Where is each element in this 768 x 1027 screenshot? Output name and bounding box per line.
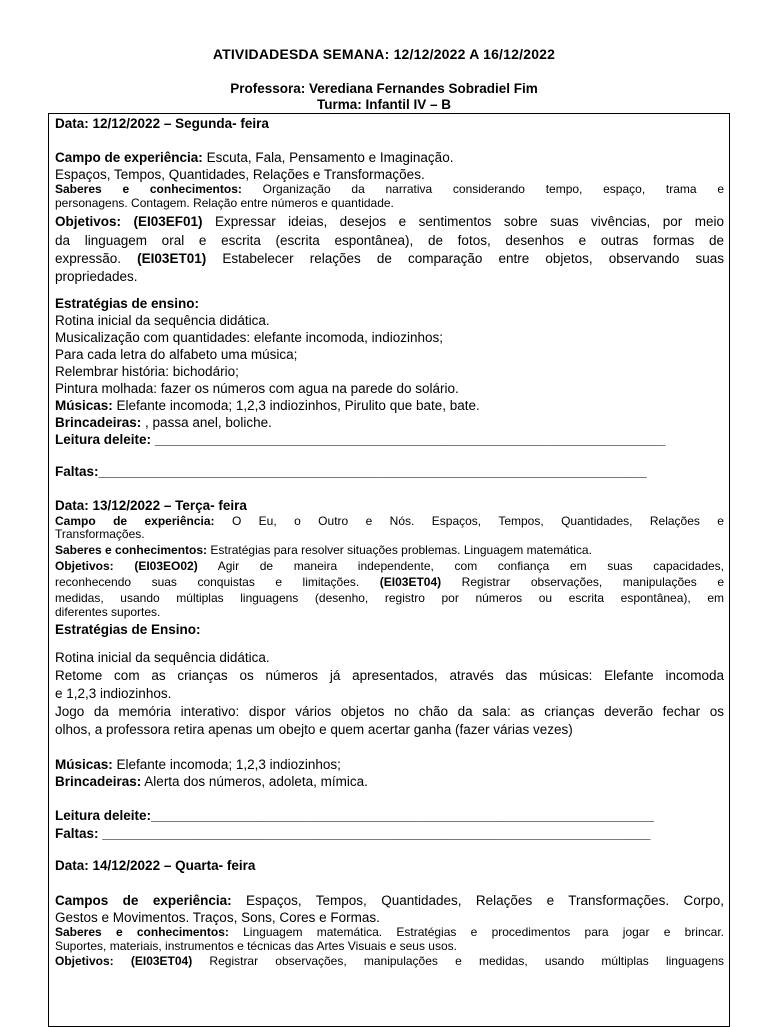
day1-estrategia: Para cada letra do alfabeto uma música; [55,347,298,362]
day2-obj-line2 [55,576,724,590]
day1-obj-line3 [55,250,724,267]
day3-obj [55,955,724,969]
day2-saberes [55,544,724,558]
day2-obj-line2-a: reconhecendo suas conquistas e limitações. [55,575,380,589]
day1-brinc-text: , passa anel, boliche. [141,415,272,430]
day1-campo [55,149,724,166]
day3-saberes-label: Saberes e conhecimentos: [55,925,229,939]
day1-obj-line3-a: expressão. [55,251,138,266]
day2-estrategia: olhos, a professora retira apenas um obejto e quem acertar ganha (fazer várias vezes) [55,722,573,737]
day1-obj-label: Objetivos: (EI03EF01) [55,214,203,229]
day2-obj-line3: medidas, usando múltiplas linguagens (desenho, registro por números ou escrita espontânea), em [55,591,724,605]
day1-obj [55,213,724,230]
day3-saberes-text: Linguagem matemática. Estratégias e procedimentos para jogar e brincar. [228,925,724,939]
day2-date: Data: 13/12/2022 – Terça- feira [55,498,247,513]
day2-estrategia: Retome com as crianças os números já apresentados, através das músicas: Elefante incomoda [55,668,724,683]
day1-faltas: Faltas:_________________________________________________________________________ [55,464,647,479]
day2-obj [55,560,724,574]
day1-saberes-label: Saberes e conhecimentos: [55,182,242,196]
day2-obj-line2-b: Registrar observações, manipulações e [441,575,724,589]
day2-brincadeiras [55,773,724,790]
day3-campo-label: Campos de experiência: [55,893,232,908]
day1-saberes-text: Organização da narrativa considerando tempo, espaço, trama e [241,182,724,196]
teacher-name: Professora: Verediana Fernandes Sobradiel Fim [230,81,538,96]
day2-obj-code: (EI03ET04) [379,575,442,589]
day2-brinc-label: Brincadeiras: [55,774,142,789]
day2-saberes-text: Estratégias para resolver situações problemas. Linguagem matemática. [207,543,592,557]
day1-musicas [55,397,724,414]
day1-estrategia: Musicalização com quantidades: elefante incomoda, indiozinhos; [55,330,443,345]
day1-campo-label: Campo de experiência: [55,150,203,165]
day2-estrategias-label: Estratégias de Ensino: [55,622,201,637]
day2-obj-label: Objetivos: (EI03EO02) [55,559,198,573]
class-name: Turma: Infantil IV – B [316,97,451,112]
day2-musicas [55,756,724,773]
day1-estrategia: Relembrar história: bichodário; [55,364,239,379]
day1-campo-text: Escuta, Fala, Pensamento e Imaginação. [202,150,454,165]
day1-estrategia: Pintura molhada: fazer os números com agua na parede do solário. [55,381,459,396]
day2-musicas-text: Elefante incomoda; 1,2,3 indiozinhos; [112,757,341,772]
day2-campo [55,515,724,529]
day3-obj-text: Registrar observações, manipulações e medidas, usando múltiplas linguagens [192,954,724,968]
day2-campo-label: Campo de experiência: [55,514,215,528]
day1-brincadeiras [55,414,724,431]
day3-campo-text: Espaços, Tempos, Quantidades, Relações e Transformações. Corpo, [231,893,724,908]
day1-musicas-text: Elefante incomoda; 1,2,3 indiozinhos, Pirulito que bate, bate. [112,398,480,413]
day1-saberes [55,183,724,197]
day3-saberes [55,926,724,940]
day2-musicas-label: Músicas: [55,757,113,772]
day1-brinc-label: Brincadeiras: [55,415,142,430]
day1-saberes-line2: personagens. Contagem. Relação entre números e quantidade. [55,196,394,210]
day1-obj-line2: da linguagem oral e escrita (escrita espontânea), de fotos, desenhos e outras formas de [55,233,724,248]
day2-campo-text: O Eu, o Outro e Nós. Espaços, Tempos, Quantidades, Relações e [214,514,724,528]
day3-obj-label: Objetivos: (EI03ET04) [55,954,193,968]
day1-date: Data: 12/12/2022 – Segunda- feira [55,116,269,131]
day2-leitura: Leitura deleite:___________________________________________________________________ [55,808,655,823]
day1-obj-code: (EI03ET01) [137,251,207,266]
day2-estrategia: e 1,2,3 indiozinhos. [55,686,172,701]
day2-obj-text: Agir de maneira independente, com confiança em suas capacidades, [197,559,725,573]
day1-estrategias-label: Estratégias de ensino: [55,296,200,311]
day2-campo-line2: Transformações. [55,527,145,541]
day2-brinc-text: Alerta dos números, adoleta, mímica. [141,774,368,789]
day1-obj-text: Expressar ideias, desejos e sentimentos sobre suas vivências, por meio [202,214,724,229]
day2-obj-line4: diferentes suportes. [55,605,161,619]
day2-saberes-label: Saberes e conhecimentos: [55,543,208,557]
day3-date: Data: 14/12/2022 – Quarta- feira [55,858,256,873]
day1-obj-line3-b: Estabelecer relações de comparação entre objetos, observando suas [206,251,724,266]
day1-estrategia: Rotina inicial da sequência didática. [55,313,270,328]
day2-estrategia: Rotina inicial da sequência didática. [55,650,270,665]
day1-campo-line2: Espaços, Tempos, Quantidades, Relações e Transformações. [55,167,425,182]
day1-musicas-label: Músicas: [55,398,113,413]
day3-saberes-line2: Suportes, materiais, instrumentos e técnicas das Artes Visuais e seus usos. [55,939,457,953]
day1-obj-line4: propriedades. [55,269,138,284]
day2-estrategia: Jogo da memória interativo: dispor vários objetos no chão da sala: as crianças deverão fechar os [55,704,724,719]
day1-leitura: Leitura deleite: ____________________________________________________________________ [55,432,666,447]
document-title: ATIVIDADESDA SEMANA: 12/12/2022 A 16/12/2022 [212,46,556,62]
day3-campo [55,892,724,909]
day3-campo-line2: Gestos e Movimentos. Traços, Sons, Cores e Formas. [55,910,380,925]
day2-faltas: Faltas: _________________________________________________________________________ [55,826,651,841]
